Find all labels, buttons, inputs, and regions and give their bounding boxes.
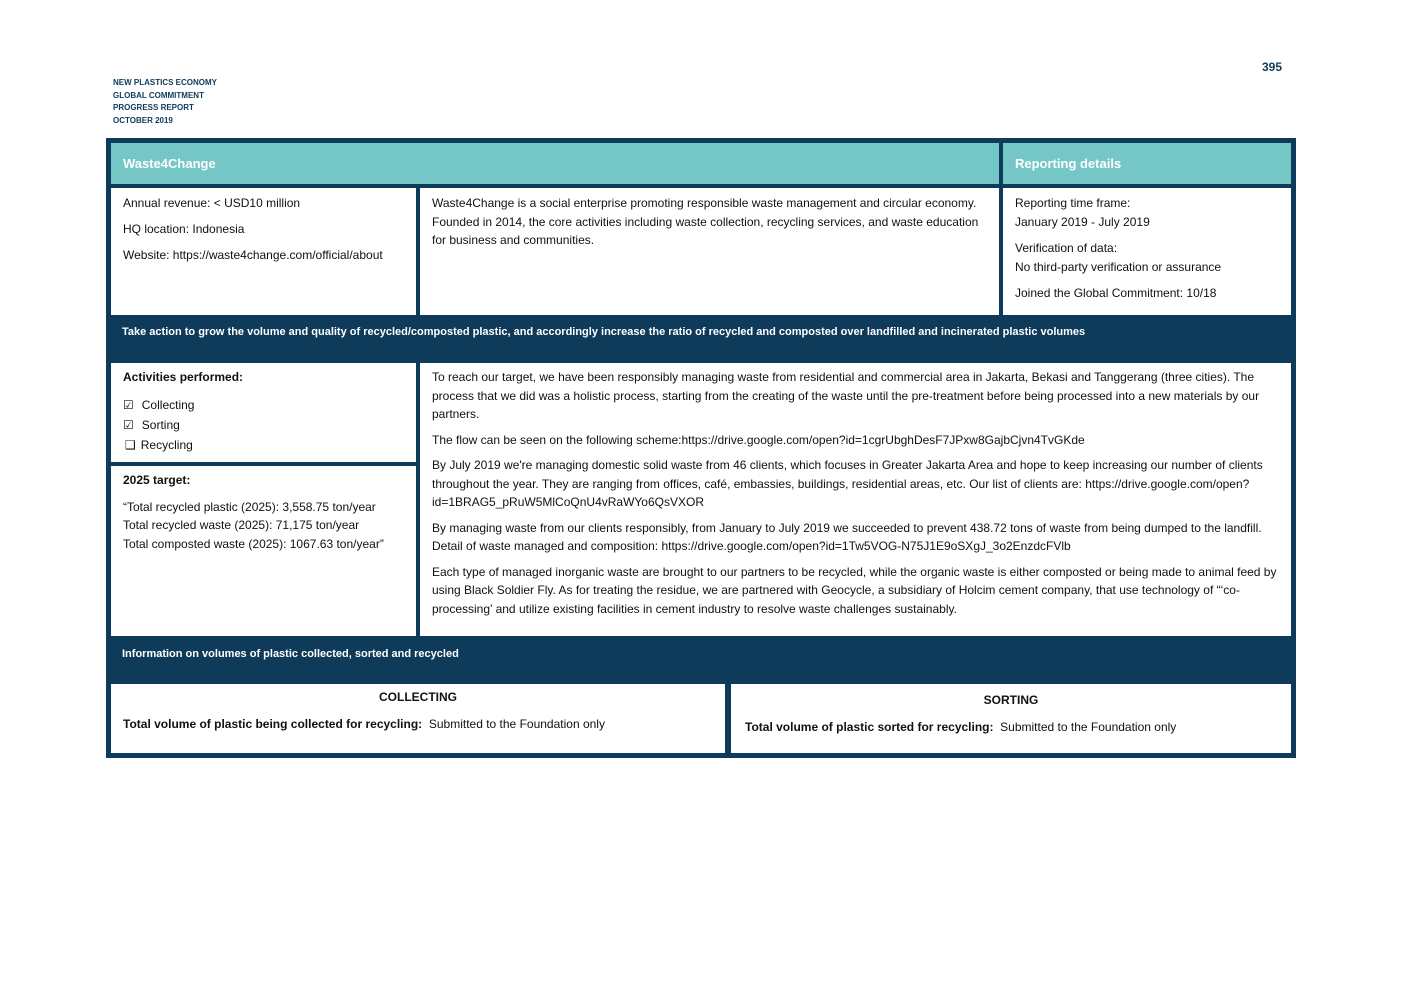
- activities-heading: Activities performed:: [123, 370, 244, 384]
- verification-value: No third-party verification or assurance: [1015, 259, 1222, 274]
- activity-label: Collecting: [141, 398, 195, 413]
- collecting-label: Total volume of plastic being collected for recycling:: [123, 716, 423, 731]
- checked-box-icon: ☑: [123, 398, 134, 413]
- annual-revenue: Annual revenue: < USD10 million: [123, 196, 301, 210]
- narrative-paragraph: Each type of managed inorganic waste are brought to our partners to be recycled, while the organic waste is either composted or being made to animal feed by using Black Soldier Fly. As for treating the residue, we are partnered with Geocycle, a subsidiary of Holcim cement company, that use technology of “‘co-processing’ and utilize existing facilities in cement industry to resolve waste challenges sustainably.: [432, 564, 1277, 616]
- header-line: PROGRESS REPORT: [113, 103, 194, 112]
- narrative-paragraph: The flow can be seen on the following scheme:https://drive.google.com/open?id=1cgrUbghDesF7JPxw8GajbCjvn4TvGKde: [432, 432, 1085, 447]
- activity-label: Sorting: [141, 418, 180, 433]
- activities-performed: [111, 363, 416, 462]
- time-frame-value: January 2019 - July 2019: [1015, 214, 1150, 229]
- description-text: Waste4Change is a social enterprise promoting responsible waste management and circular economy. Founded in 2014, the core activities including waste collection, recycling services, and waste education for business and communities.: [432, 196, 979, 247]
- header-line: OCTOBER 2019: [113, 115, 173, 125]
- verification-label: Verification of data:: [1015, 241, 1118, 255]
- progress-narrative: [420, 363, 1291, 636]
- narrative-paragraph: By July 2019 we're managing domestic solid waste from 46 clients, which focuses in Greater Jakarta Area and hope to keep increasing our number of clients throughout the year. They are ranging from offices, café, embassies, buildings, residential areas, etc. Our list of clients are: https://drive.google.com/open?id=1BRAG5_pRuW5MlCoQnU4vRaWYo6QsVXOR: [432, 458, 1263, 509]
- activity-label: Recycling: [140, 438, 193, 453]
- activity-item: [125, 436, 404, 456]
- narrative-paragraph: To reach our target, we have been responsibly managing waste from residential and commercial area in Jakarta, Bekasi and Tanggerang (three cities). The process that we did was a holistic process, starting from the creating of the waste until the pre-treatment before being processed into a new materials by our partners.: [432, 370, 1260, 421]
- company-name-header: Waste4Change: [111, 143, 999, 184]
- sorting-value: Submitted to the Foundation only: [1000, 719, 1177, 734]
- sorting-label: Total volume of plastic sorted for recycling:: [745, 719, 994, 734]
- activity-item: [123, 396, 404, 416]
- target-line: Total recycled waste (2025): 71,175 ton/year: [123, 518, 360, 532]
- company-website: Website: https://waste4change.com/official/about: [123, 248, 383, 262]
- activity-item: [123, 416, 404, 436]
- sorting-title: SORTING: [983, 693, 1039, 707]
- collecting-title: COLLECTING: [379, 690, 457, 704]
- action-section-heading: Take action to grow the volume and quality of recycled/composted plastic, and accordingly increase the ratio of recycled and composted over landfilled and incinerated plastic volumes: [122, 326, 1086, 338]
- collecting-value: Submitted to the Foundation only: [428, 716, 605, 731]
- reporting-details: [1003, 188, 1291, 315]
- target-line: Total composted waste (2025): 1067.63 ton/year”: [123, 536, 384, 551]
- volumes-section-heading: Information on volumes of plastic collected, sorted and recycled: [122, 648, 459, 660]
- collecting-panel: [111, 684, 725, 753]
- company-report-table: [106, 138, 1296, 758]
- target-line: “Total recycled plastic (2025): 3,558.75 ton/year: [123, 499, 376, 514]
- header-line: NEW PLASTICS ECONOMY: [113, 78, 218, 87]
- reporting-details-header: Reporting details: [1003, 143, 1291, 184]
- header-line: GLOBAL COMMITMENT: [113, 90, 204, 100]
- company-description: [420, 188, 999, 315]
- target-heading: 2025 target:: [123, 473, 191, 487]
- page-number: 395: [1262, 60, 1283, 74]
- unchecked-box-icon: ❑: [125, 438, 136, 453]
- time-frame-label: Reporting time frame:: [1015, 196, 1131, 210]
- narrative-paragraph: By managing waste from our clients responsibly, from January to July 2019 we succeeded to prevent 438.72 tons of waste from being dumped to the landfill. Detail of waste managed and composition: https://drive.google.com/open?id=1Tw5VOG-N75J1E9oSXgJ_3o2EnzdcFVlb: [432, 520, 1262, 553]
- joined-date: Joined the Global Commitment: 10/18: [1015, 286, 1217, 300]
- checked-box-icon: ☑: [123, 418, 134, 433]
- hq-location: HQ location: Indonesia: [123, 222, 245, 236]
- sorting-panel: [731, 684, 1291, 753]
- company-profile: [111, 188, 416, 315]
- report-header: [113, 77, 217, 127]
- target-2025: [111, 466, 416, 636]
